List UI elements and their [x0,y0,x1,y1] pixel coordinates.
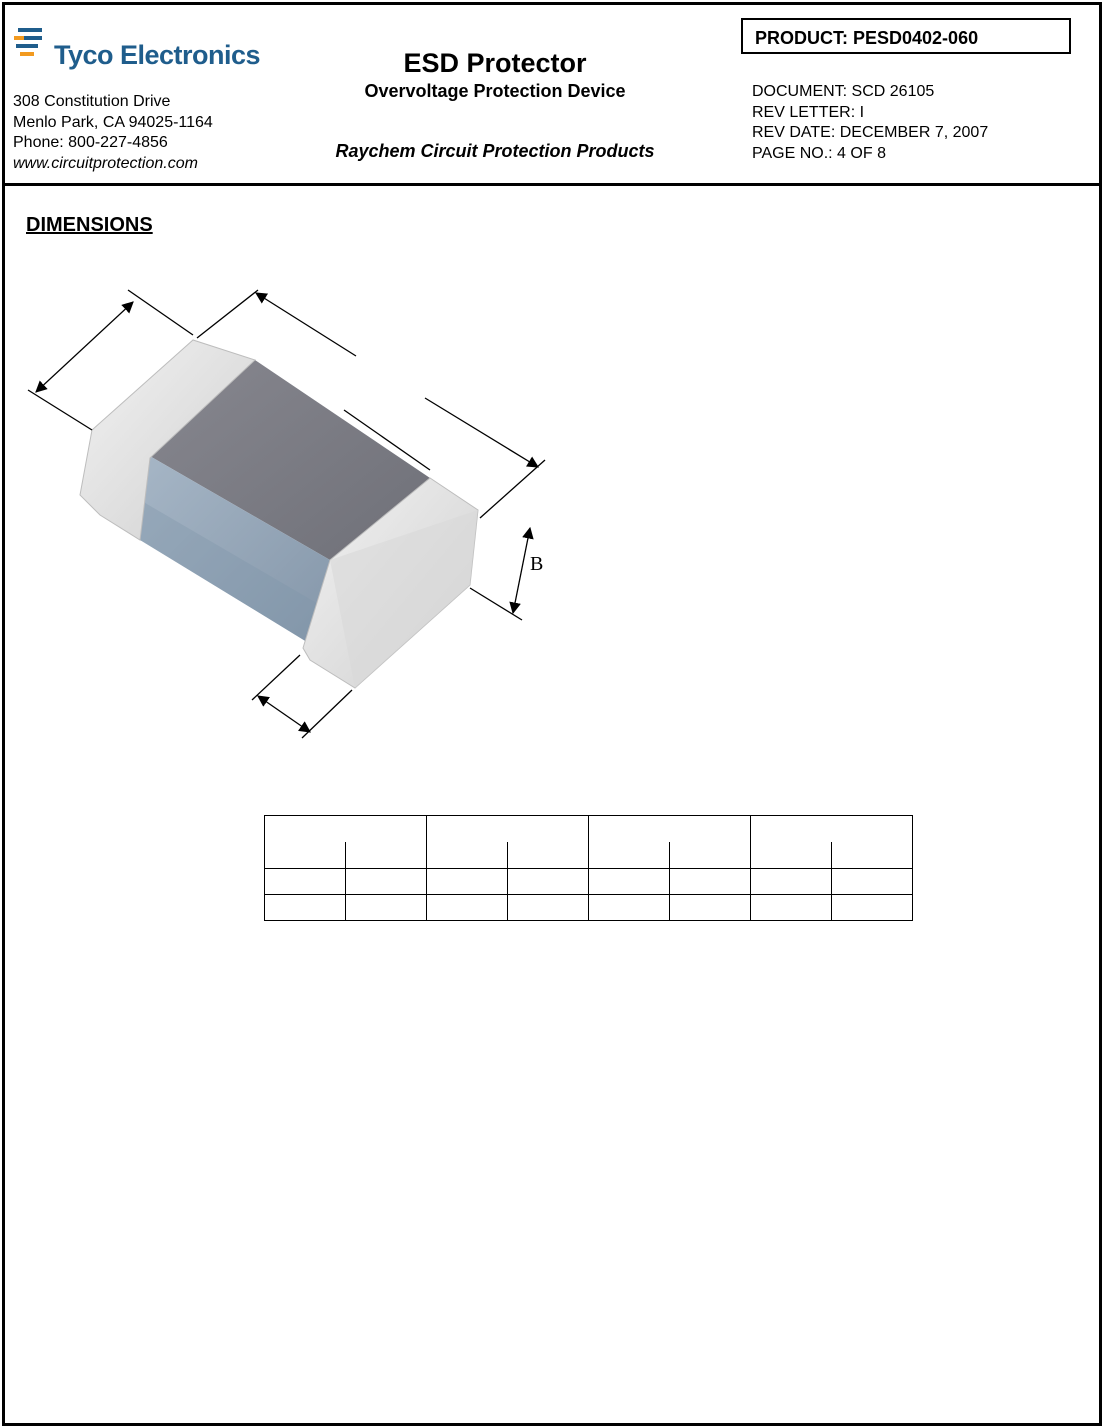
table-group-header [427,816,589,843]
rev-letter: REV LETTER: I [752,103,865,121]
table-cell [508,895,589,921]
rev-date: REV DATE: DECEMBER 7, 2007 [752,124,989,141]
table-row [265,895,913,921]
table-cell [508,869,589,895]
table-cell [670,895,751,921]
table-group-header [751,816,913,843]
product-box: PRODUCT: PESD0402-060 [741,18,1071,54]
table-cell [346,869,427,895]
table-group-header-row [265,816,913,843]
table-sub-header [346,842,427,869]
company-name: Tyco Electronics [54,40,261,70]
table-sub-header [589,842,670,869]
table-sub-header [427,842,508,869]
table-sub-header [751,842,832,869]
table-cell [589,869,670,895]
dimension-b-label: B [530,553,544,575]
table-cell [670,869,751,895]
table-cell [427,869,508,895]
table-cell [427,895,508,921]
table-cell [265,869,346,895]
document-subtitle: Overvoltage Protection Device [364,81,626,101]
table-sub-header [832,842,913,869]
table-group-header [265,816,427,843]
website-link[interactable]: www.circuitprotection.com [13,154,198,172]
table-sub-header [265,842,346,869]
table-group-header [589,816,751,843]
table-cell [751,895,832,921]
dimensions-table [264,815,913,921]
table-sub-header [508,842,589,869]
address-line-2: Menlo Park, CA 94025-1164 [13,113,213,131]
document-number: DOCUMENT: SCD 26105 [752,83,935,100]
table-row [265,869,913,895]
table-cell [589,895,670,921]
table-sub-header-row [265,842,913,869]
table-sub-header [670,842,751,869]
table-cell [832,869,913,895]
table-cell [751,869,832,895]
table-cell [346,895,427,921]
table-cell [832,895,913,921]
section-title: DIMENSIONS [26,214,153,236]
phone-line: Phone: 800-227-4856 [13,134,168,151]
product-line: Raychem Circuit Protection Products [335,141,655,161]
address-line-1: 308 Constitution Drive [13,93,171,110]
page-number: PAGE NO.: 4 OF 8 [752,144,886,162]
document-title: ESD Protector [403,48,587,78]
table-cell [265,895,346,921]
